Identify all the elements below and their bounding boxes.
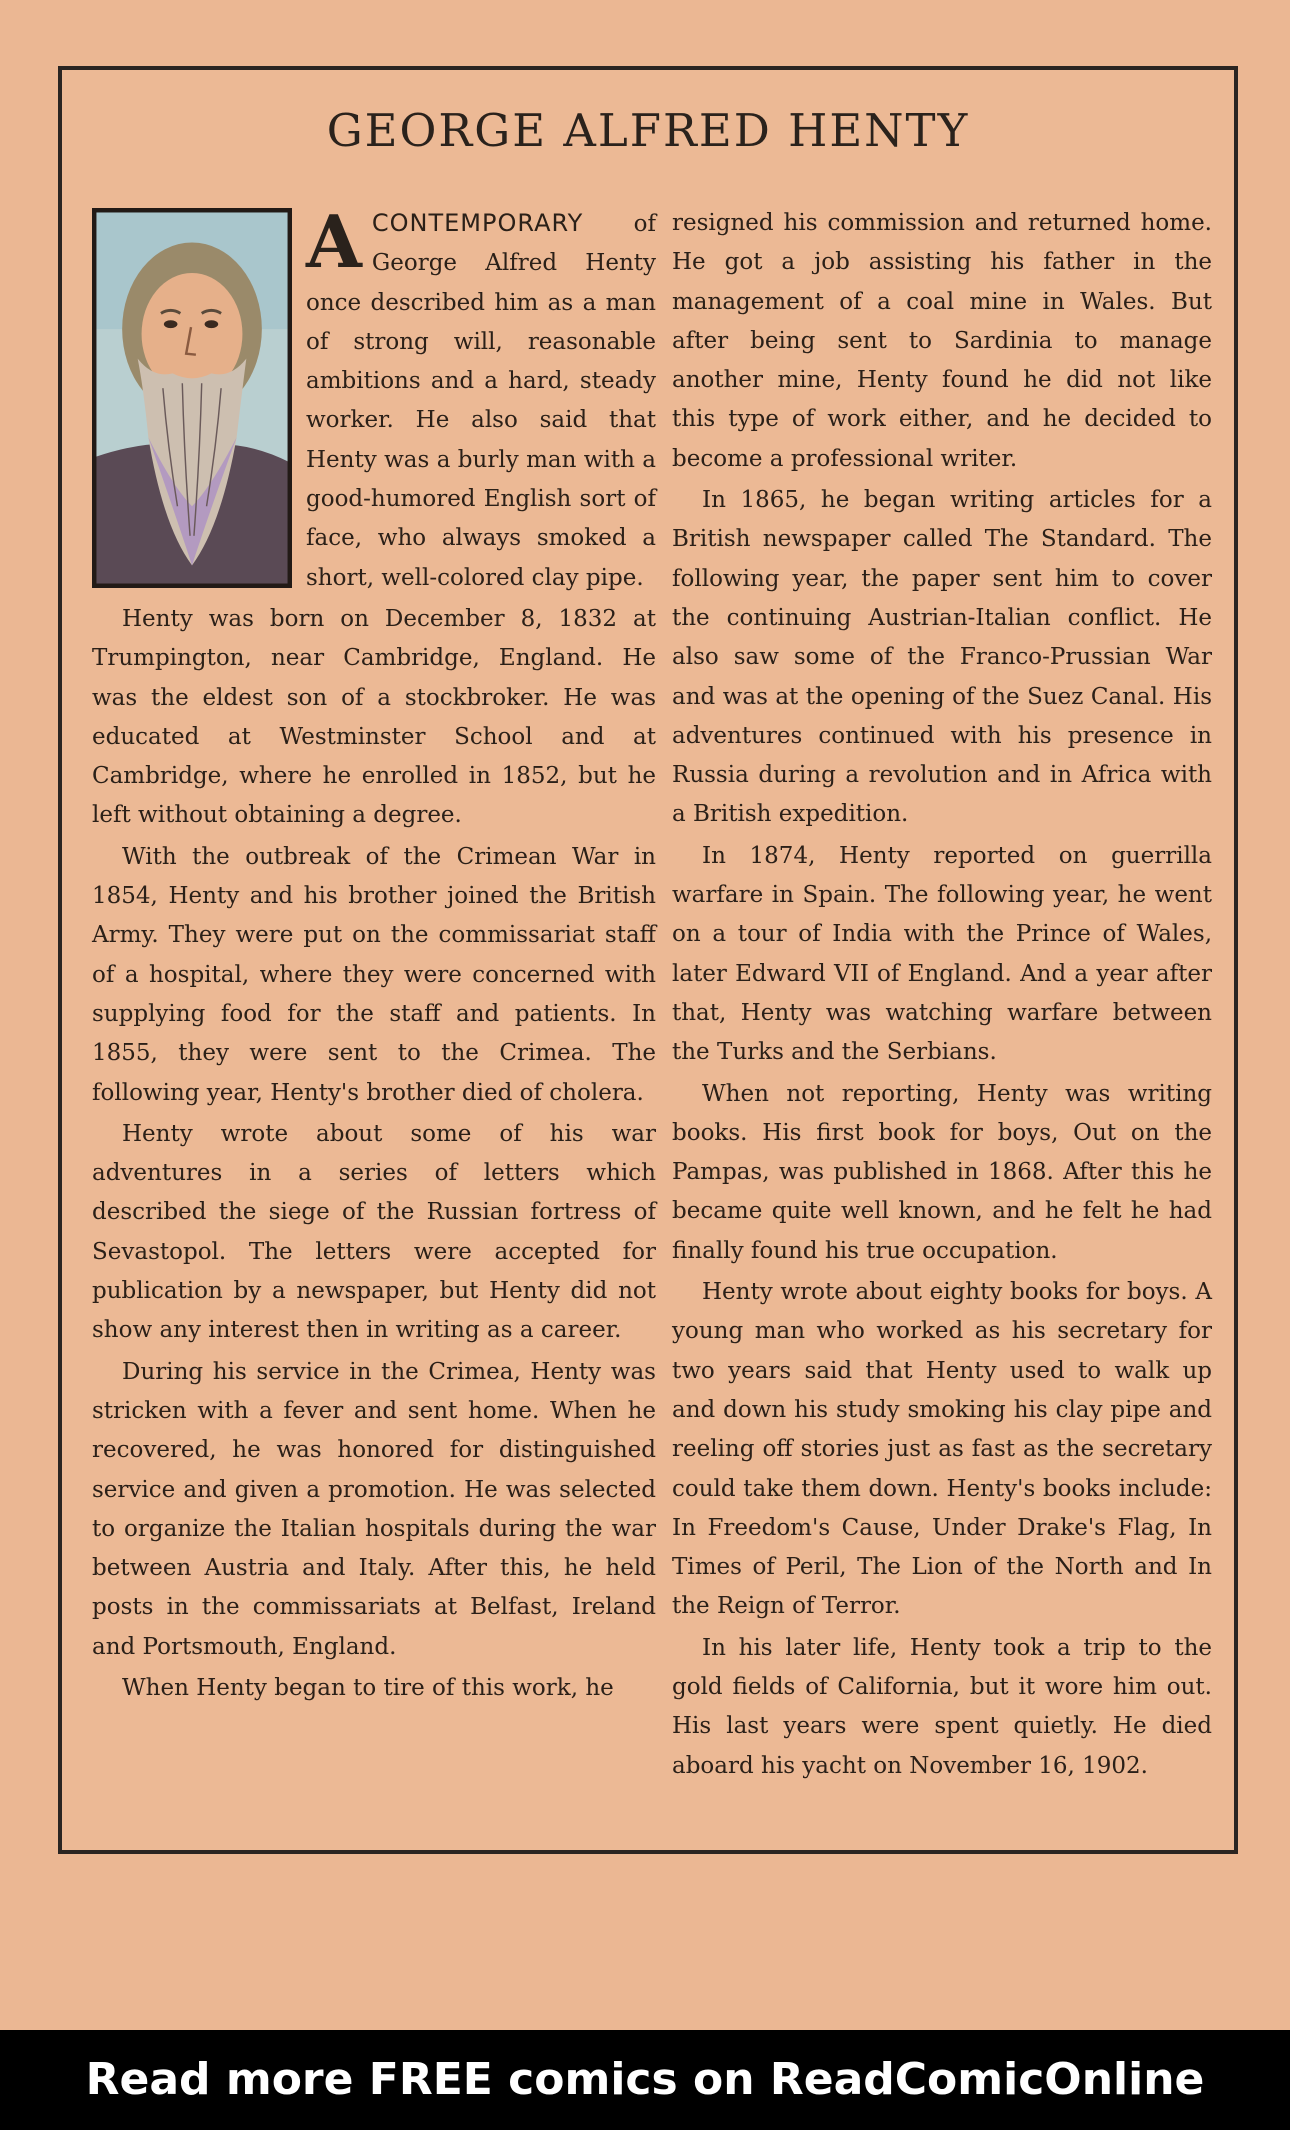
article-frame — [58, 66, 1238, 1854]
right-paragraph-4: When not reporting, Henty was writing books. His first book for boys, Out on the Pampas, was published in 1868. After this he became quite well known, and he felt he had finally found his true occupation. — [672, 1080, 1212, 1264]
lead-word: CONTEMPORARY — [371, 209, 584, 237]
left-paragraph-4: During his service in the Crimea, Henty was stricken with a fever and sent home. When he recovered, he was honored for distinguished service and given a promotion. He was selected to organize the Italian hospitals during the war between Austria and Italy. After this, he held posts in the commissariats at Belfast, Ireland and Portsmouth, England. — [92, 1358, 656, 1660]
left-paragraph-1: Henty was born on December 8, 1832 at Trumpington, near Cambridge, England. He was the eldest son of a stockbroker. He was educated at Westminster School and at Cambridge, where he enrolled in 1852, but he left without obtaining a degree. — [92, 605, 656, 829]
portrait-image — [95, 211, 289, 585]
intro-text: of George Alfred Henty once described him as a man of strong will, reasonable ambitions and a hard, steady worker. He also said that Henty was a burly man with a good-humored English sort of face, who always smoked a short, well-colored clay pipe. — [306, 211, 656, 591]
left-paragraph-2: With the outbreak of the Crimean War in 1854, Henty and his brother joined the British Army. They were put on the commissariat staff of a hospital, where they were concerned with supplying food for the staff and patients. In 1855, they were sent to the Crimea. The following year, Henty's brother died of cholera. — [92, 843, 656, 1106]
portrait-illustration — [92, 208, 292, 588]
right-paragraph-5: Henty wrote about eighty books for boys. A young man who worked as his secretary for two years said that Henty used to walk up and down his study smoking his clay pipe and reeling off stories just as fast as the secretary could take them down. Henty's books include: In Freedom's Cause, Under Drake's Flag, In Times of Peril, The Lion of the North and In the Reign of Terror. — [672, 1279, 1212, 1620]
promo-banner[interactable]: Read more FREE comics on ReadComicOnline — [0, 2030, 1290, 2130]
right-column — [672, 204, 1212, 1788]
right-paragraph-3: In 1874, Henty reported on guerrilla warfare in Spain. The following year, he went on a tour of India with the Prince of Wales, later Edward VII of England. And a year after that, Henty was watching warfare between the Turks and the Serbians. — [672, 842, 1212, 1066]
left-column — [92, 199, 656, 1710]
right-paragraph-6: In his later life, Henty took a trip to the gold fields of California, but it wore him out. His last years were spent quietly. He died aboard his yacht on November 16, 1902. — [672, 1634, 1212, 1779]
page-title: GEORGE ALFRED HENTY — [326, 104, 970, 157]
drop-cap: A — [306, 199, 362, 284]
left-paragraph-5: When Henty began to tire of this work, he — [122, 1674, 614, 1701]
right-paragraph-2: In 1865, he began writing articles for a British newspaper called The Standard. The following year, the paper sent him to cover the continuing Austrian-Italian conflict. He also saw some of the Franco-Prussian War and was at the opening of the Suez Canal. His adventures continued with his presence in Russia during a revolution and in Africa with a British expedition. — [672, 487, 1212, 828]
left-paragraph-3: Henty wrote about some of his war adventures in a series of letters which described the siege of the Russian fortress of Sevastopol. The letters were accepted for publication by a newspaper, but Henty did not show any interest then in writing as a career. — [92, 1120, 656, 1344]
right-paragraph-1: resigned his commission and returned home. He got a job assisting his father in the management of a coal mine in Wales. But after being sent to Sardinia to manage another mine, Henty found he did not like this type of work either, and he decided to become a professional writer. — [672, 210, 1212, 472]
